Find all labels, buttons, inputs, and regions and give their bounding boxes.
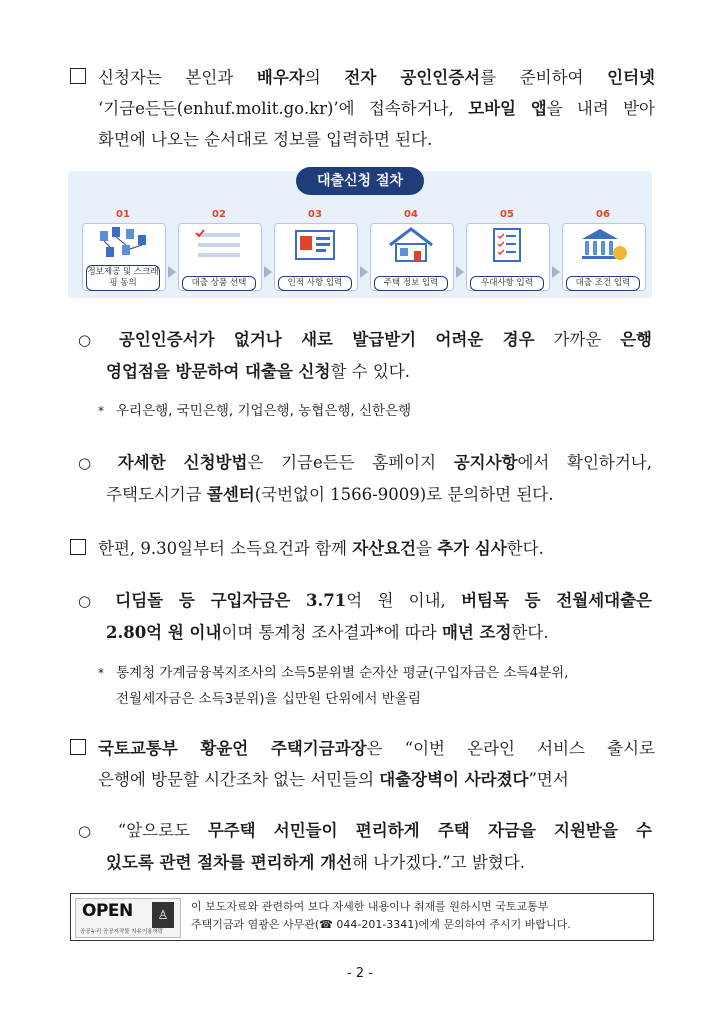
circle-bullet-icon: ○ (78, 454, 92, 472)
arrow-icon (360, 266, 368, 278)
square-bullet-icon (70, 68, 86, 84)
id-card-icon (290, 227, 340, 263)
square-bullet-icon (70, 739, 86, 755)
contact-info: 이 보도자료와 관련하여 보다 자세한 내용이나 취재를 원하시면 국토교통부 주택기금과 염광은 사무관(☎ 044-201-3341)에게 문의하여 주시기 바랍니다. (191, 900, 571, 931)
step-2: 02 대출 상품 선택 (178, 209, 260, 295)
bank-coin-icon (578, 227, 628, 263)
step-3: 03 인적 사항 입력 (274, 209, 356, 295)
note-statistics: * 통계청 가계금융복지조사의 소득5분위별 순자산 평균(구입자금은 소득4분위, 전월세자금은 소득3분위)을 십만원 단위에서 반올림 (98, 665, 569, 707)
step-5: 05 우대사항 입력 (466, 209, 548, 295)
circle-bullet-icon: ○ (78, 822, 92, 840)
circle-item-2: ○ 자세한 신청방법은 기금e든든 홈페이지 공지사항에서 확인하거나, 주택도시기금 콜센터(국번없이 1566-9009)로 문의하면 된다. (78, 447, 652, 510)
page-number: - 2 - (347, 966, 373, 981)
arrow-icon (552, 266, 560, 278)
circle-item-3: ○ 디딤돌 등 구입자금은 3.71억 원 이내, 버팀목 등 전월세대출은 2.80억 원 이내이며 통계청 조사결과*에 따라 매년 조정한다. (78, 585, 652, 648)
circle-item-1: ○ 공인인증서가 없거나 새로 발급받기 어려운 경우 가까운 은행 영업점을 방문하여 대출을 신청할 수 있다. (78, 324, 652, 387)
step-1: 01 정보제공 및 스크래핑 동의 (82, 209, 164, 295)
checklist-icon (194, 227, 244, 263)
paragraph-3: 국토교통부 황윤언 주택기금과장은 “이번 온라인 서비스 출시로 은행에 방문할 시간조차 없는 서민들의 대출장벽이 사라졌다”면서 (70, 733, 655, 795)
open-license-box (70, 893, 654, 941)
arrow-icon (168, 266, 176, 278)
note-banks: * 우리은행, 국민은행, 기업은행, 농협은행, 신한은행 (98, 403, 412, 419)
diagram-title: 대출신청 절차 (296, 167, 424, 195)
arrow-icon (456, 266, 464, 278)
circle-bullet-icon: ○ (78, 331, 92, 349)
step-4: 04 주택 정보 입력 (370, 209, 452, 295)
paragraph-2: 한편, 9.30일부터 소득요건과 함께 자산요건을 추가 심사한다. (70, 533, 655, 564)
square-bullet-icon (70, 539, 86, 555)
paragraph-1: 신청자는 본인과 배우자의 전자 공인인증서를 준비하여 인터넷 ‘기금e든든(enhuf.molit.go.kr)’에 접속하거나, 모바일 앱을 내려 받아 화면에 나오는 순서대로 정보를 입력하면 된다. (70, 62, 655, 155)
circle-item-4: ○ “앞으로도 무주택 서민들이 편리하게 주택 자금을 지원받을 수 있도록 관련 절차를 편리하게 개선해 나가겠다.”고 밝혔다. (78, 815, 652, 878)
document-network-icon (98, 227, 148, 263)
arrow-icon (264, 266, 272, 278)
person-icon: ♙ (152, 902, 174, 928)
house-icon (386, 227, 436, 263)
form-checklist-icon (482, 227, 532, 263)
open-license-logo: OPEN ♙ 공공누리 공공저작물 자유이용허락 (75, 898, 181, 938)
circle-bullet-icon: ○ (78, 592, 92, 610)
step-6: 06 대출 조건 입력 (562, 209, 644, 295)
loan-procedure-diagram (68, 171, 652, 298)
